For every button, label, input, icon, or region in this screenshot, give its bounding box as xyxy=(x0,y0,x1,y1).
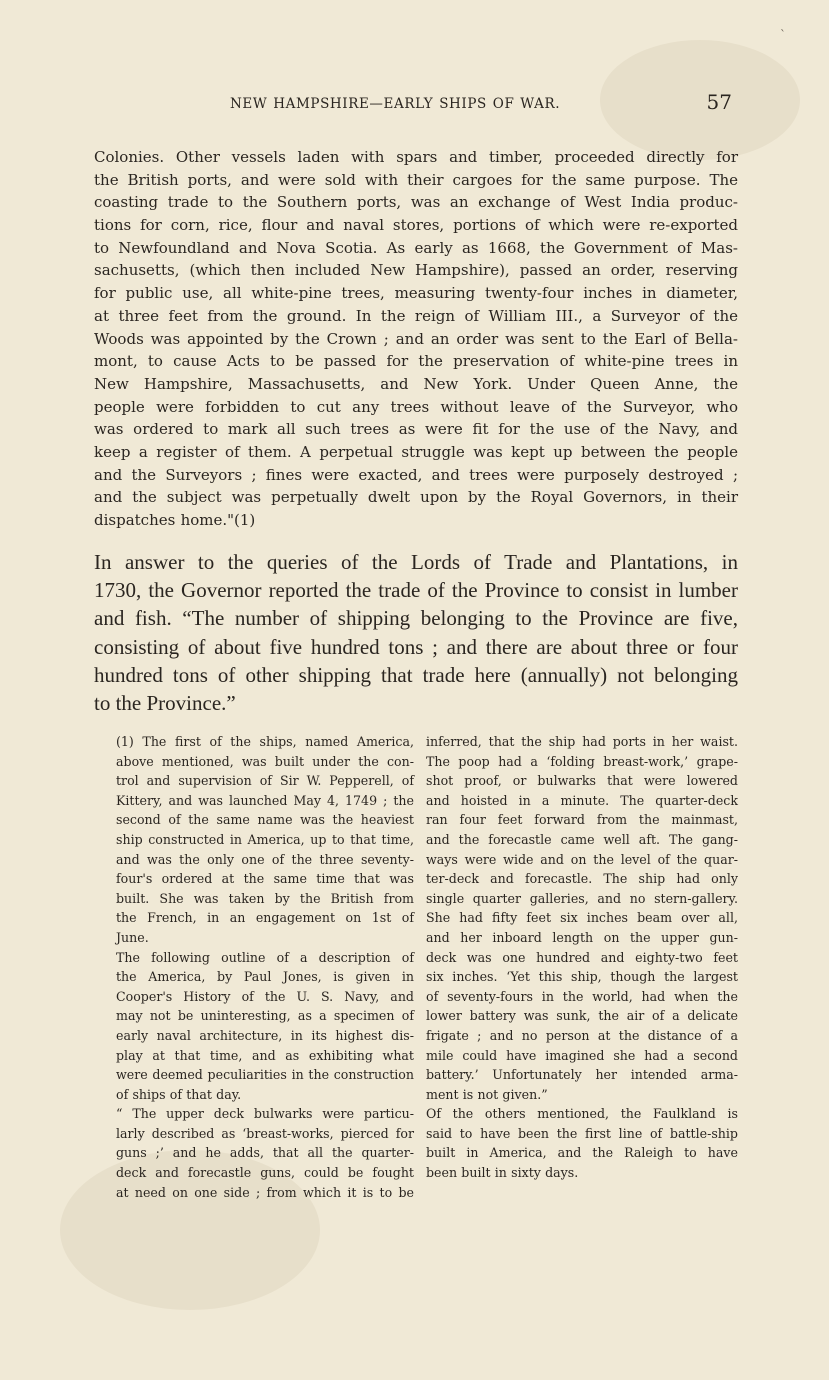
footnote-line: The poop had a ‘folding breast-work,’ grape- xyxy=(426,753,738,769)
running-title: NEW HAMPSHIRE—EARLY SHIPS OF WAR. xyxy=(230,96,561,112)
footnote-line: built. She was taken by the British from xyxy=(116,890,414,906)
main-paragraph xyxy=(94,146,738,532)
footnote-line: ment is not given.” xyxy=(426,1086,548,1102)
text-line: 1730, the Governor reported the trade of the Province to consist in lumber xyxy=(94,578,738,603)
footnote-line: second of the same name was the heaviest xyxy=(116,812,414,828)
page-header xyxy=(94,90,736,116)
large-type-paragraph xyxy=(94,548,738,717)
footnote-line: of ships of that day. xyxy=(116,1086,242,1102)
text-line: keep a register of them. A perpetual struggle was kept up between the people xyxy=(94,442,738,461)
footnote-line: frigate ; and no person at the distance of a xyxy=(426,1027,738,1043)
footnote-line: the America, by Paul Jones, is given in xyxy=(116,969,414,985)
footnote-line: of seventy-fours in the world, had when the xyxy=(426,988,738,1004)
text-line: In answer to the queries of the Lords of Trade and Plantations, in xyxy=(94,550,738,574)
footnote-line: Kittery, and was launched May 4, 1749 ; the xyxy=(116,792,414,808)
footnote-line: Cooper's History of the U. S. Navy, and xyxy=(116,988,414,1004)
text-line: dispatches home."(1) xyxy=(94,511,256,529)
footnote-line: ways were wide and on the level of the quar- xyxy=(426,851,738,867)
footnote-line: mile could have imagined she had a second xyxy=(426,1047,738,1063)
footnote-line: ter-deck and forecastle. The ship had only xyxy=(426,871,738,887)
text-line: mont, to cause Acts to be passed for the preservation of white-pine trees in xyxy=(94,352,738,371)
text-line: hundred tons of other shipping that trade here (annually) not belonging xyxy=(94,662,738,687)
text-line: Colonies. Other vessels laden with spars and timber, proceeded directly for xyxy=(94,148,738,166)
footnote-left-column xyxy=(116,732,414,1202)
footnote-line: She had fifty feet six inches beam over all, xyxy=(426,910,738,926)
footnote-line: ship constructed in America, up to that time, xyxy=(116,831,414,847)
text-line: was ordered to mark all such trees as were fit for the use of the Navy, and xyxy=(94,420,738,439)
footnote-line: guns ;’ and he adds, that all the quarter- xyxy=(116,1145,414,1161)
text-line: to Newfoundland and Nova Scotia. As early as 1668, the Government of Mas- xyxy=(94,238,738,257)
text-line: and the Surveyors ; fines were exacted, and trees were purposely destroyed ; xyxy=(94,465,738,484)
text-line: for public use, all white-pine trees, measuring twenty-four inches in diameter, xyxy=(94,284,738,303)
footnote-line: (1) The first of the ships, named America, xyxy=(116,734,414,749)
footnote-line: Of the others mentioned, the Faulkland is xyxy=(426,1106,738,1122)
footnote-line: may not be uninteresting, as a specimen of xyxy=(116,1008,414,1024)
footnote-line: built in America, and the Raleigh to have xyxy=(426,1145,738,1161)
footnote-line: said to have been the first line of battle-ship xyxy=(426,1125,738,1141)
footnote-right-column xyxy=(426,732,738,1183)
footnote-line: early naval architecture, in its highest dis- xyxy=(116,1027,414,1043)
footnote-line: at need on one side ; from which it is to be xyxy=(116,1184,414,1200)
footnote-line: June. xyxy=(116,929,149,945)
footnote-line: ran four feet forward from the mainmast, xyxy=(426,812,738,828)
text-line: to the Province.” xyxy=(94,690,236,715)
text-line: sachusetts, (which then included New Hampshire), passed an order, reserving xyxy=(94,261,738,280)
footnote-line: larly described as ‘breast-works, pierced for xyxy=(116,1125,414,1141)
footnote-line: deck was one hundred and eighty-two feet xyxy=(426,949,738,965)
footnote-line: play at that time, and as exhibiting what xyxy=(116,1047,414,1063)
footnote-line: and was the only one of the three seventy- xyxy=(116,851,414,867)
text-line: Woods was appointed by the Crown ; and an order was sent to the Earl of Bella- xyxy=(94,329,738,348)
footnote-line: were deemed peculiarities in the construction xyxy=(116,1067,414,1083)
footnote-line: “ The upper deck bulwarks were particu- xyxy=(116,1106,414,1122)
page-number: 57 xyxy=(706,90,732,114)
text-line: and the subject was perpetually dwelt upon by the Royal Governors, in their xyxy=(94,488,738,507)
text-line: New Hampshire, Massachusetts, and New York. Under Queen Anne, the xyxy=(94,374,738,393)
footnote-line: deck and forecastle guns, could be fought xyxy=(116,1165,414,1181)
text-line: at three feet from the ground. In the reign of William III., a Surveyor of the xyxy=(94,306,738,325)
footnote-line: and her inboard length on the upper gun- xyxy=(426,929,738,945)
footnote-line: single quarter galleries, and no stern-gallery. xyxy=(426,890,738,906)
footnote-line: above mentioned, was built under the con- xyxy=(116,753,414,769)
footnote-line: battery.’ Unfortunately her intended arma- xyxy=(426,1067,738,1083)
footnote-line: the French, in an engagement on 1st of xyxy=(116,910,414,926)
footnote-line: The following outline of a description of xyxy=(116,949,414,965)
footnote-line: and the forecastle came well aft. The gang- xyxy=(426,831,738,847)
footnote-line: been built in sixty days. xyxy=(426,1165,579,1181)
text-line: the British ports, and were sold with their cargoes for the same purpose. The xyxy=(94,170,738,189)
footnote-line: six inches. ‘Yet this ship, though the largest xyxy=(426,969,738,985)
footnote-line: inferred, that the ship had ports in her waist. xyxy=(426,734,738,749)
footnote-line: and hoisted in a minute. The quarter-deck xyxy=(426,792,738,808)
footnote-line: trol and supervision of Sir W. Pepperell, of xyxy=(116,773,414,789)
footnote-line: four's ordered at the same time that was xyxy=(116,871,414,887)
footnote-line: lower battery was sunk, the air of a delicate xyxy=(426,1008,738,1024)
text-line: and fish. “The number of shipping belonging to the Province are five, xyxy=(94,606,738,631)
corner-mark: ` xyxy=(780,28,786,42)
text-line: consisting of about five hundred tons ; and there are about three or four xyxy=(94,634,738,659)
footnote-line: shot proof, or bulwarks that were lowered xyxy=(426,773,738,789)
text-line: people were forbidden to cut any trees without leave of the Surveyor, who xyxy=(94,397,738,416)
text-line: tions for corn, rice, flour and naval stores, portions of which were re-exported xyxy=(94,216,738,235)
text-line: coasting trade to the Southern ports, was an exchange of West India produc- xyxy=(94,193,738,212)
